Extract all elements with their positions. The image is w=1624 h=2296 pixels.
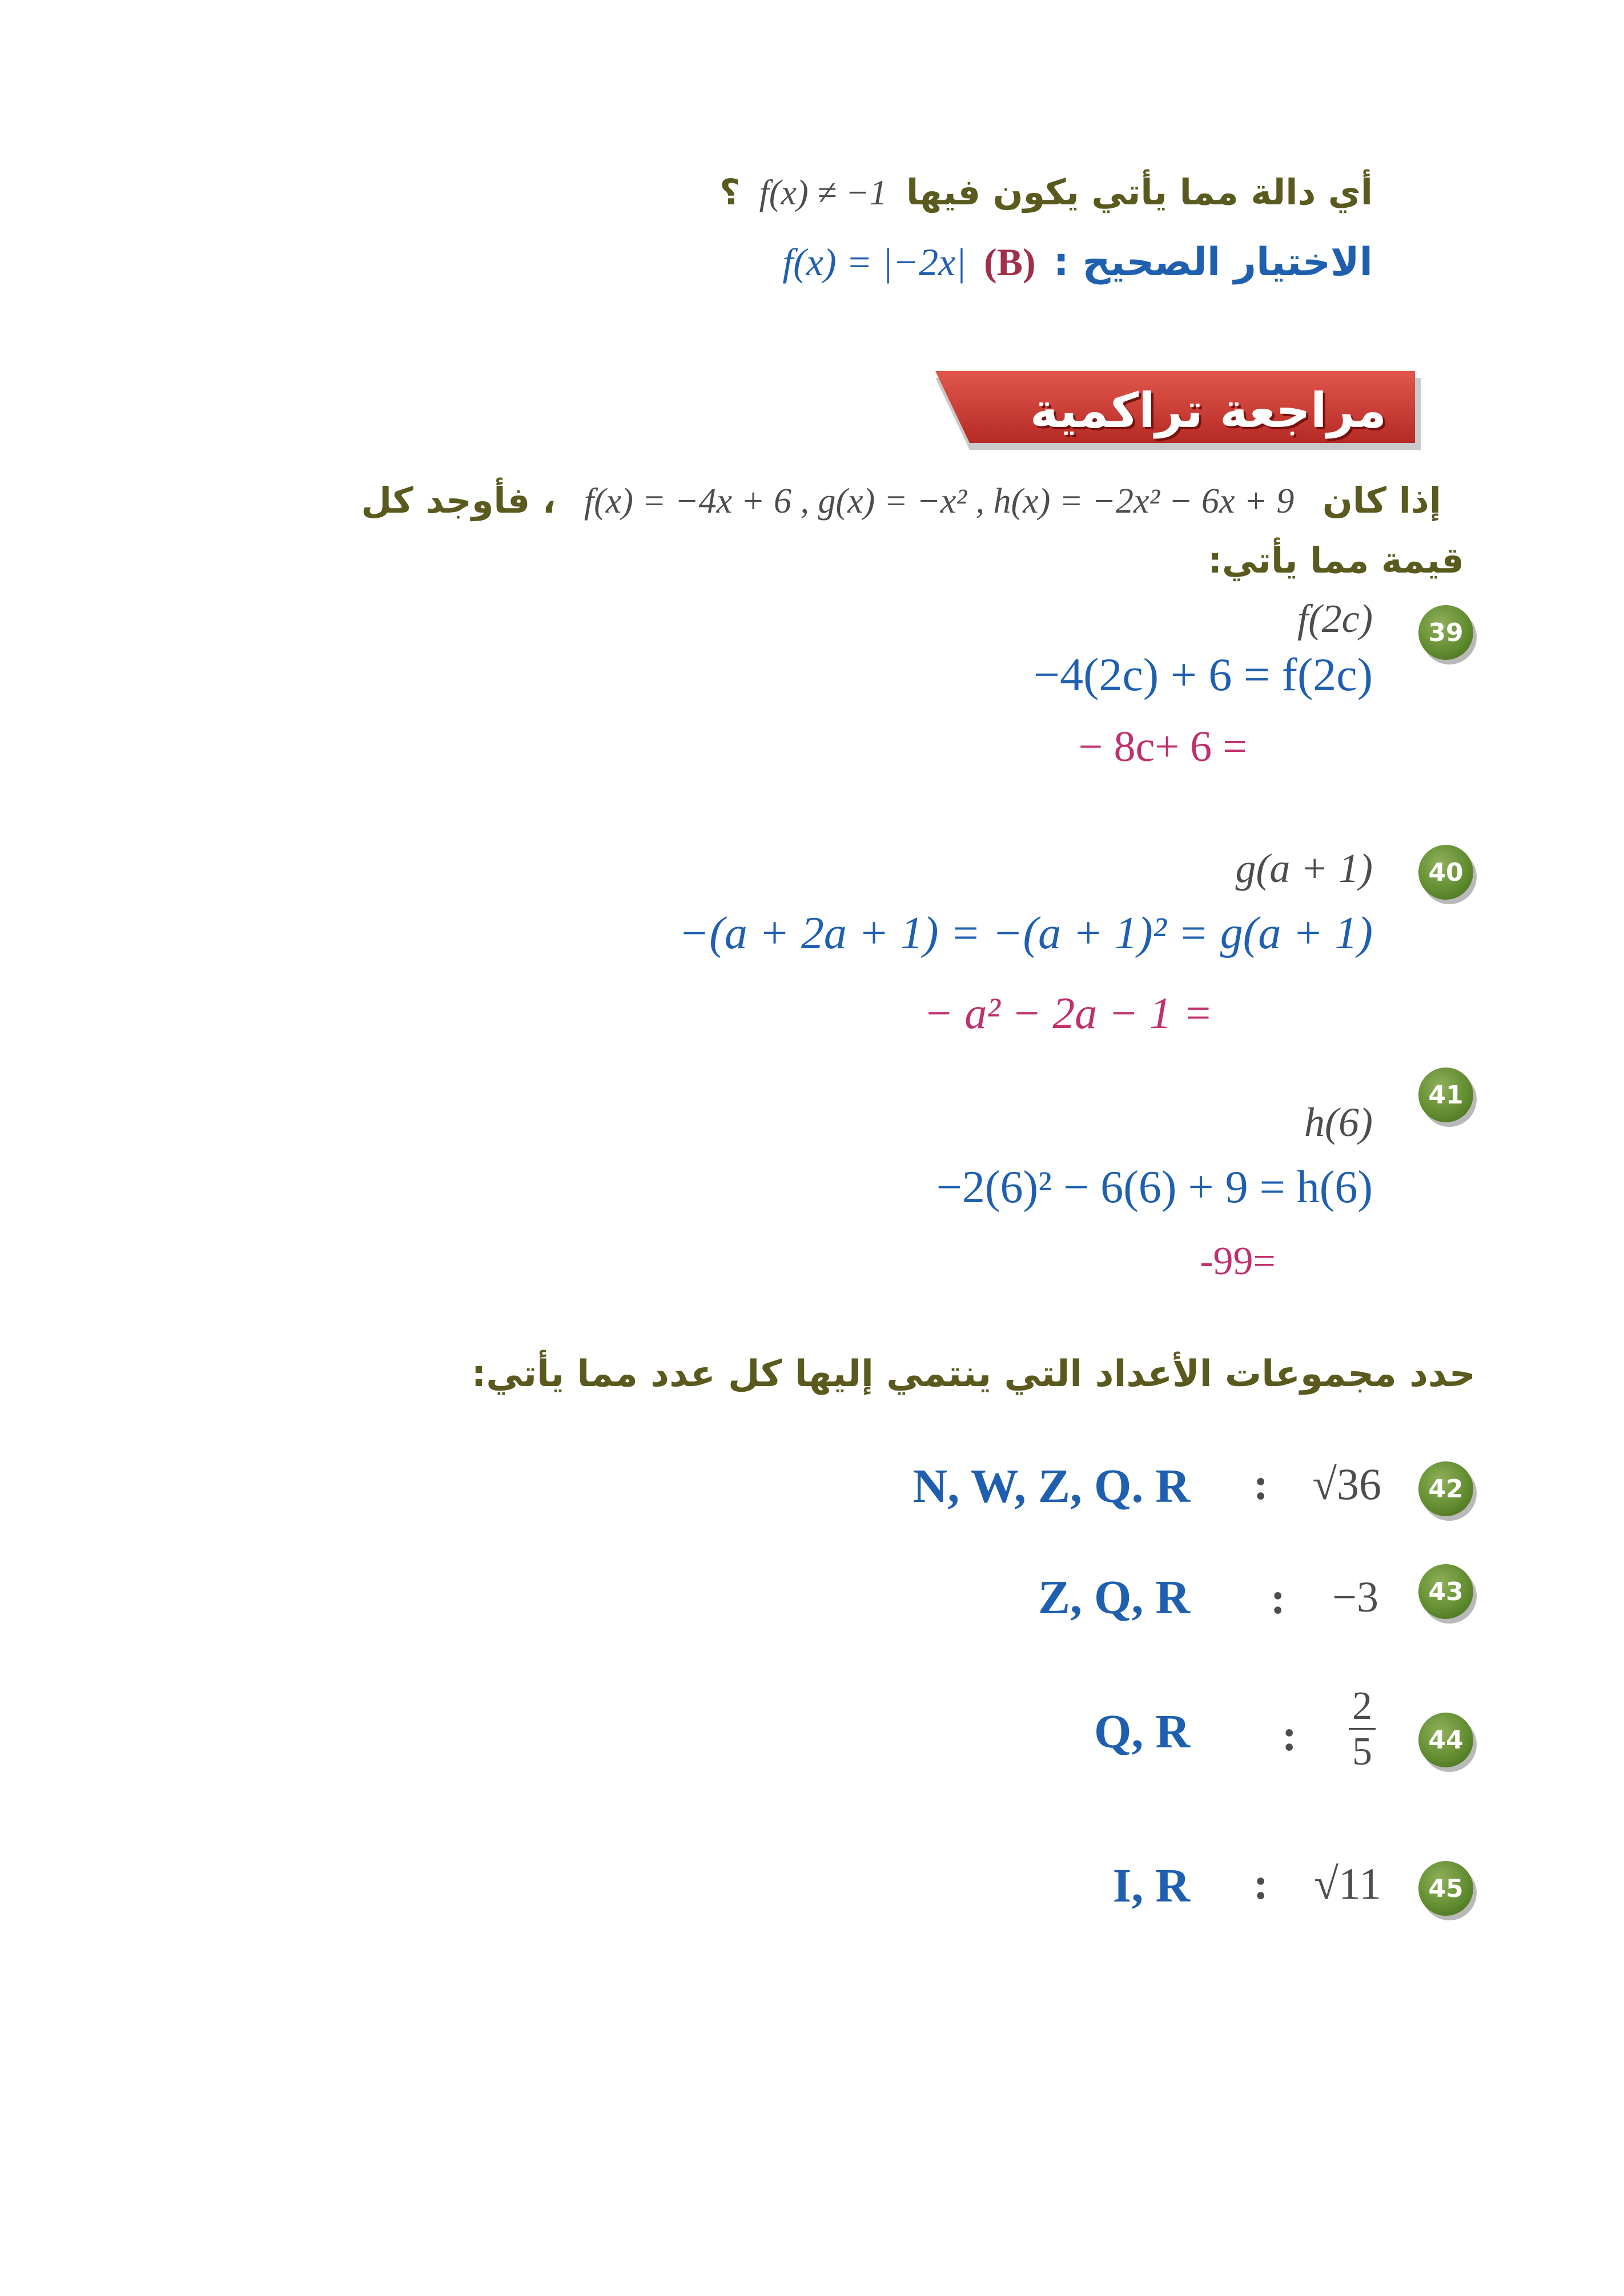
set-answer: N, W, Z, Q. R [913,1460,1190,1513]
intro-line [361,480,1441,522]
problem-step: −2(6)² − 6(6) + 9 = h(6) [936,1162,1373,1213]
fraction-denominator: 5 [1352,1730,1372,1774]
cumulative-review-banner [935,371,1426,457]
set-colon: : [1271,1573,1285,1623]
problem-number-badge: 41 [1418,1068,1473,1122]
problem-prompt: f(2c) [1297,597,1373,641]
set-number-badge: 42 [1418,1461,1473,1516]
problem-step: −4(2c) + 6 = f(2c) [1033,648,1373,700]
problem-number-badge: 39 [1418,605,1473,660]
set-answer: I, R [1112,1859,1190,1912]
set-answer: Z, Q, R [1038,1571,1190,1624]
answer-expression: f(x) = |−2x| [782,240,967,284]
set-value: −3 [1332,1573,1378,1621]
set-number-badge: 43 [1418,1564,1473,1619]
set-value: √36 [1312,1459,1381,1509]
set-colon: : [1253,1859,1268,1908]
fraction-numerator: 2 [1349,1684,1376,1730]
intro-if: إذا كان [1322,480,1441,521]
banner-title: مراجعة تراكمية [1030,382,1386,438]
answer-choice: (B) [984,240,1036,284]
problem-result: − 8c+ 6 = [1078,723,1247,771]
problem-prompt: g(a + 1) [1235,845,1373,891]
set-number-badge: 44 [1418,1713,1473,1767]
answer-line [782,240,1373,285]
set-colon: : [1253,1459,1268,1509]
problem-result: -99= [1200,1239,1276,1283]
set-value: √11 [1314,1859,1381,1908]
question-mark: ؟ [719,171,741,213]
intro-line-2: قيمة مما يأتي: [1208,539,1464,581]
fraction [1349,1684,1376,1774]
problem-number-badge: 40 [1418,845,1473,900]
sets-heading: حدد مجموعات الأعداد التي ينتمي إليها كل عدد مما يأتي: [471,1353,1476,1395]
problem-prompt: h(6) [1304,1099,1373,1145]
question-line [719,171,1373,214]
intro-functions: f(x) = −4x + 6 , g(x) = −x² , h(x) = −2x² − 6x + 9 [584,482,1295,521]
question-text: أي دالة مما يأتي يكون فيها [906,171,1373,213]
set-value-fraction [1349,1684,1376,1774]
set-number-badge: 45 [1418,1861,1473,1916]
problem-step: −(a + 2a + 1) = −(a + 1)² = g(a + 1) [678,908,1373,958]
answer-label: الاختيار الصحيح : [1053,240,1373,285]
problem-result: − a² − 2a − 1 = [923,988,1213,1038]
intro-find: ، فأوجد كل [361,480,556,521]
question-condition: f(x) ≠ −1 [759,174,887,212]
set-colon: : [1282,1710,1297,1760]
set-answer: Q, R [1094,1705,1190,1758]
